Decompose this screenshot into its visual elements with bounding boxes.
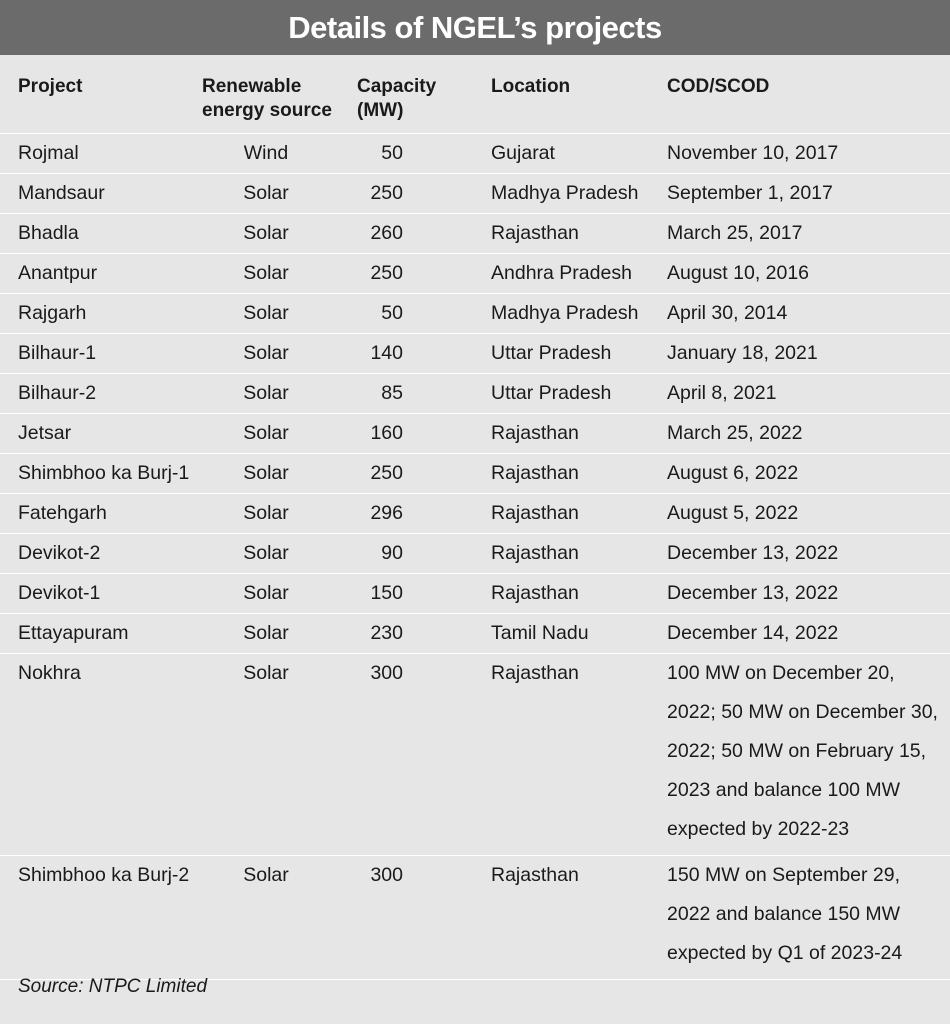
cell-source: Solar (243, 662, 289, 684)
cell-cod: March 25, 2017 (667, 222, 803, 244)
cell-capacity: 230 (370, 622, 403, 644)
cell-cod: November 10, 2017 (667, 142, 839, 164)
cell-source: Solar (243, 302, 289, 324)
cell-capacity: 90 (381, 542, 403, 564)
cell-project: Ettayapuram (18, 622, 129, 644)
cell-project: Bilhaur-1 (18, 342, 97, 364)
cell-project: Rojmal (18, 142, 79, 164)
cell-location: Rajasthan (491, 462, 579, 484)
cell-capacity: 140 (370, 342, 403, 364)
cell-location: Madhya Pradesh (491, 302, 639, 324)
cell-source: Wind (243, 142, 289, 164)
cell-capacity: 300 (370, 662, 403, 684)
table-row (0, 454, 950, 494)
cell-project: Bhadla (18, 222, 79, 244)
cell-location: Rajasthan (491, 662, 579, 684)
cell-project: Devikot-1 (18, 582, 101, 604)
cell-location: Uttar Pradesh (491, 382, 612, 404)
cell-cod: August 5, 2022 (667, 502, 799, 524)
cell-location: Andhra Pradesh (491, 262, 632, 284)
cell-project: Bilhaur-2 (18, 382, 97, 404)
cell-project: Shimbhoo ka Burj-1 (18, 462, 190, 484)
header-capacity: Capacity (MW) (357, 76, 437, 121)
cell-source: Solar (243, 462, 289, 484)
table-title: Details of NGEL’s projects (0, 0, 950, 55)
cell-source: Solar (243, 422, 289, 444)
cell-capacity: 300 (370, 864, 403, 886)
header-project: Project (18, 76, 83, 97)
cell-cod: 150 MW on September 29, 2022 and balance 150 MW expected by Q1 of 2023-24 (667, 864, 903, 964)
cell-project: Fatehgarh (18, 502, 107, 524)
cell-project: Shimbhoo ka Burj-2 (18, 864, 190, 886)
header-cod: COD/SCOD (667, 76, 770, 97)
cell-cod: December 13, 2022 (667, 582, 839, 604)
cell-capacity: 250 (370, 462, 403, 484)
cell-project: Nokhra (18, 662, 81, 684)
cell-cod: January 18, 2021 (667, 342, 818, 364)
cell-source: Solar (243, 262, 289, 284)
table-row (0, 134, 950, 174)
cell-project: Devikot-2 (18, 542, 101, 564)
table-header (0, 55, 950, 134)
table-row (0, 534, 950, 574)
cell-location: Gujarat (491, 142, 555, 164)
cell-location: Rajasthan (491, 542, 579, 564)
cell-project: Anantpur (18, 262, 98, 284)
cell-source: Solar (243, 864, 289, 886)
cell-project: Mandsaur (18, 182, 105, 204)
cell-source: Solar (243, 182, 289, 204)
table-row (0, 574, 950, 614)
cell-project: Jetsar (18, 422, 72, 444)
table-row (0, 654, 950, 856)
cell-cod: March 25, 2022 (667, 422, 803, 444)
table-row (0, 374, 950, 414)
cell-project: Rajgarh (18, 302, 87, 324)
cell-cod: December 14, 2022 (667, 622, 839, 644)
cell-location: Rajasthan (491, 502, 579, 524)
cell-capacity: 150 (370, 582, 403, 604)
cell-location: Rajasthan (491, 864, 579, 886)
cell-cod: September 1, 2017 (667, 182, 833, 204)
cell-source: Solar (243, 622, 289, 644)
table-row (0, 856, 950, 980)
header-location: Location (491, 76, 571, 97)
cell-location: Tamil Nadu (491, 622, 589, 644)
header-source: Renewable energy source (202, 76, 332, 121)
projects-table (0, 55, 950, 980)
cell-source: Solar (243, 382, 289, 404)
cell-capacity: 260 (370, 222, 403, 244)
table-row (0, 294, 950, 334)
cell-location: Rajasthan (491, 222, 579, 244)
table-row (0, 614, 950, 654)
table-row (0, 214, 950, 254)
cell-capacity: 50 (381, 142, 403, 164)
cell-capacity: 50 (381, 302, 403, 324)
cell-cod: August 6, 2022 (667, 462, 799, 484)
cell-location: Madhya Pradesh (491, 182, 639, 204)
source-note: Source: NTPC Limited (18, 976, 208, 997)
cell-source: Solar (243, 222, 289, 244)
cell-source: Solar (243, 582, 289, 604)
cell-capacity: 250 (370, 262, 403, 284)
cell-cod: August 10, 2016 (667, 262, 810, 284)
cell-capacity: 85 (381, 382, 403, 404)
cell-cod: 100 MW on December 20, 2022; 50 MW on December 30, 2022; 50 MW on February 15, 2023 and balance 100 MW expected by 2022-23 (667, 662, 938, 840)
cell-capacity: 296 (370, 502, 403, 524)
cell-cod: April 30, 2014 (667, 302, 788, 324)
cell-cod: December 13, 2022 (667, 542, 839, 564)
cell-capacity: 160 (370, 422, 403, 444)
table-row (0, 414, 950, 454)
cell-location: Uttar Pradesh (491, 342, 612, 364)
table-row (0, 174, 950, 214)
cell-location: Rajasthan (491, 422, 579, 444)
table-row (0, 254, 950, 294)
cell-source: Solar (243, 502, 289, 524)
table-row (0, 494, 950, 534)
cell-source: Solar (243, 542, 289, 564)
cell-capacity: 250 (370, 182, 403, 204)
cell-source: Solar (243, 342, 289, 364)
table-row (0, 334, 950, 374)
cell-location: Rajasthan (491, 582, 579, 604)
cell-cod: April 8, 2021 (667, 382, 777, 404)
